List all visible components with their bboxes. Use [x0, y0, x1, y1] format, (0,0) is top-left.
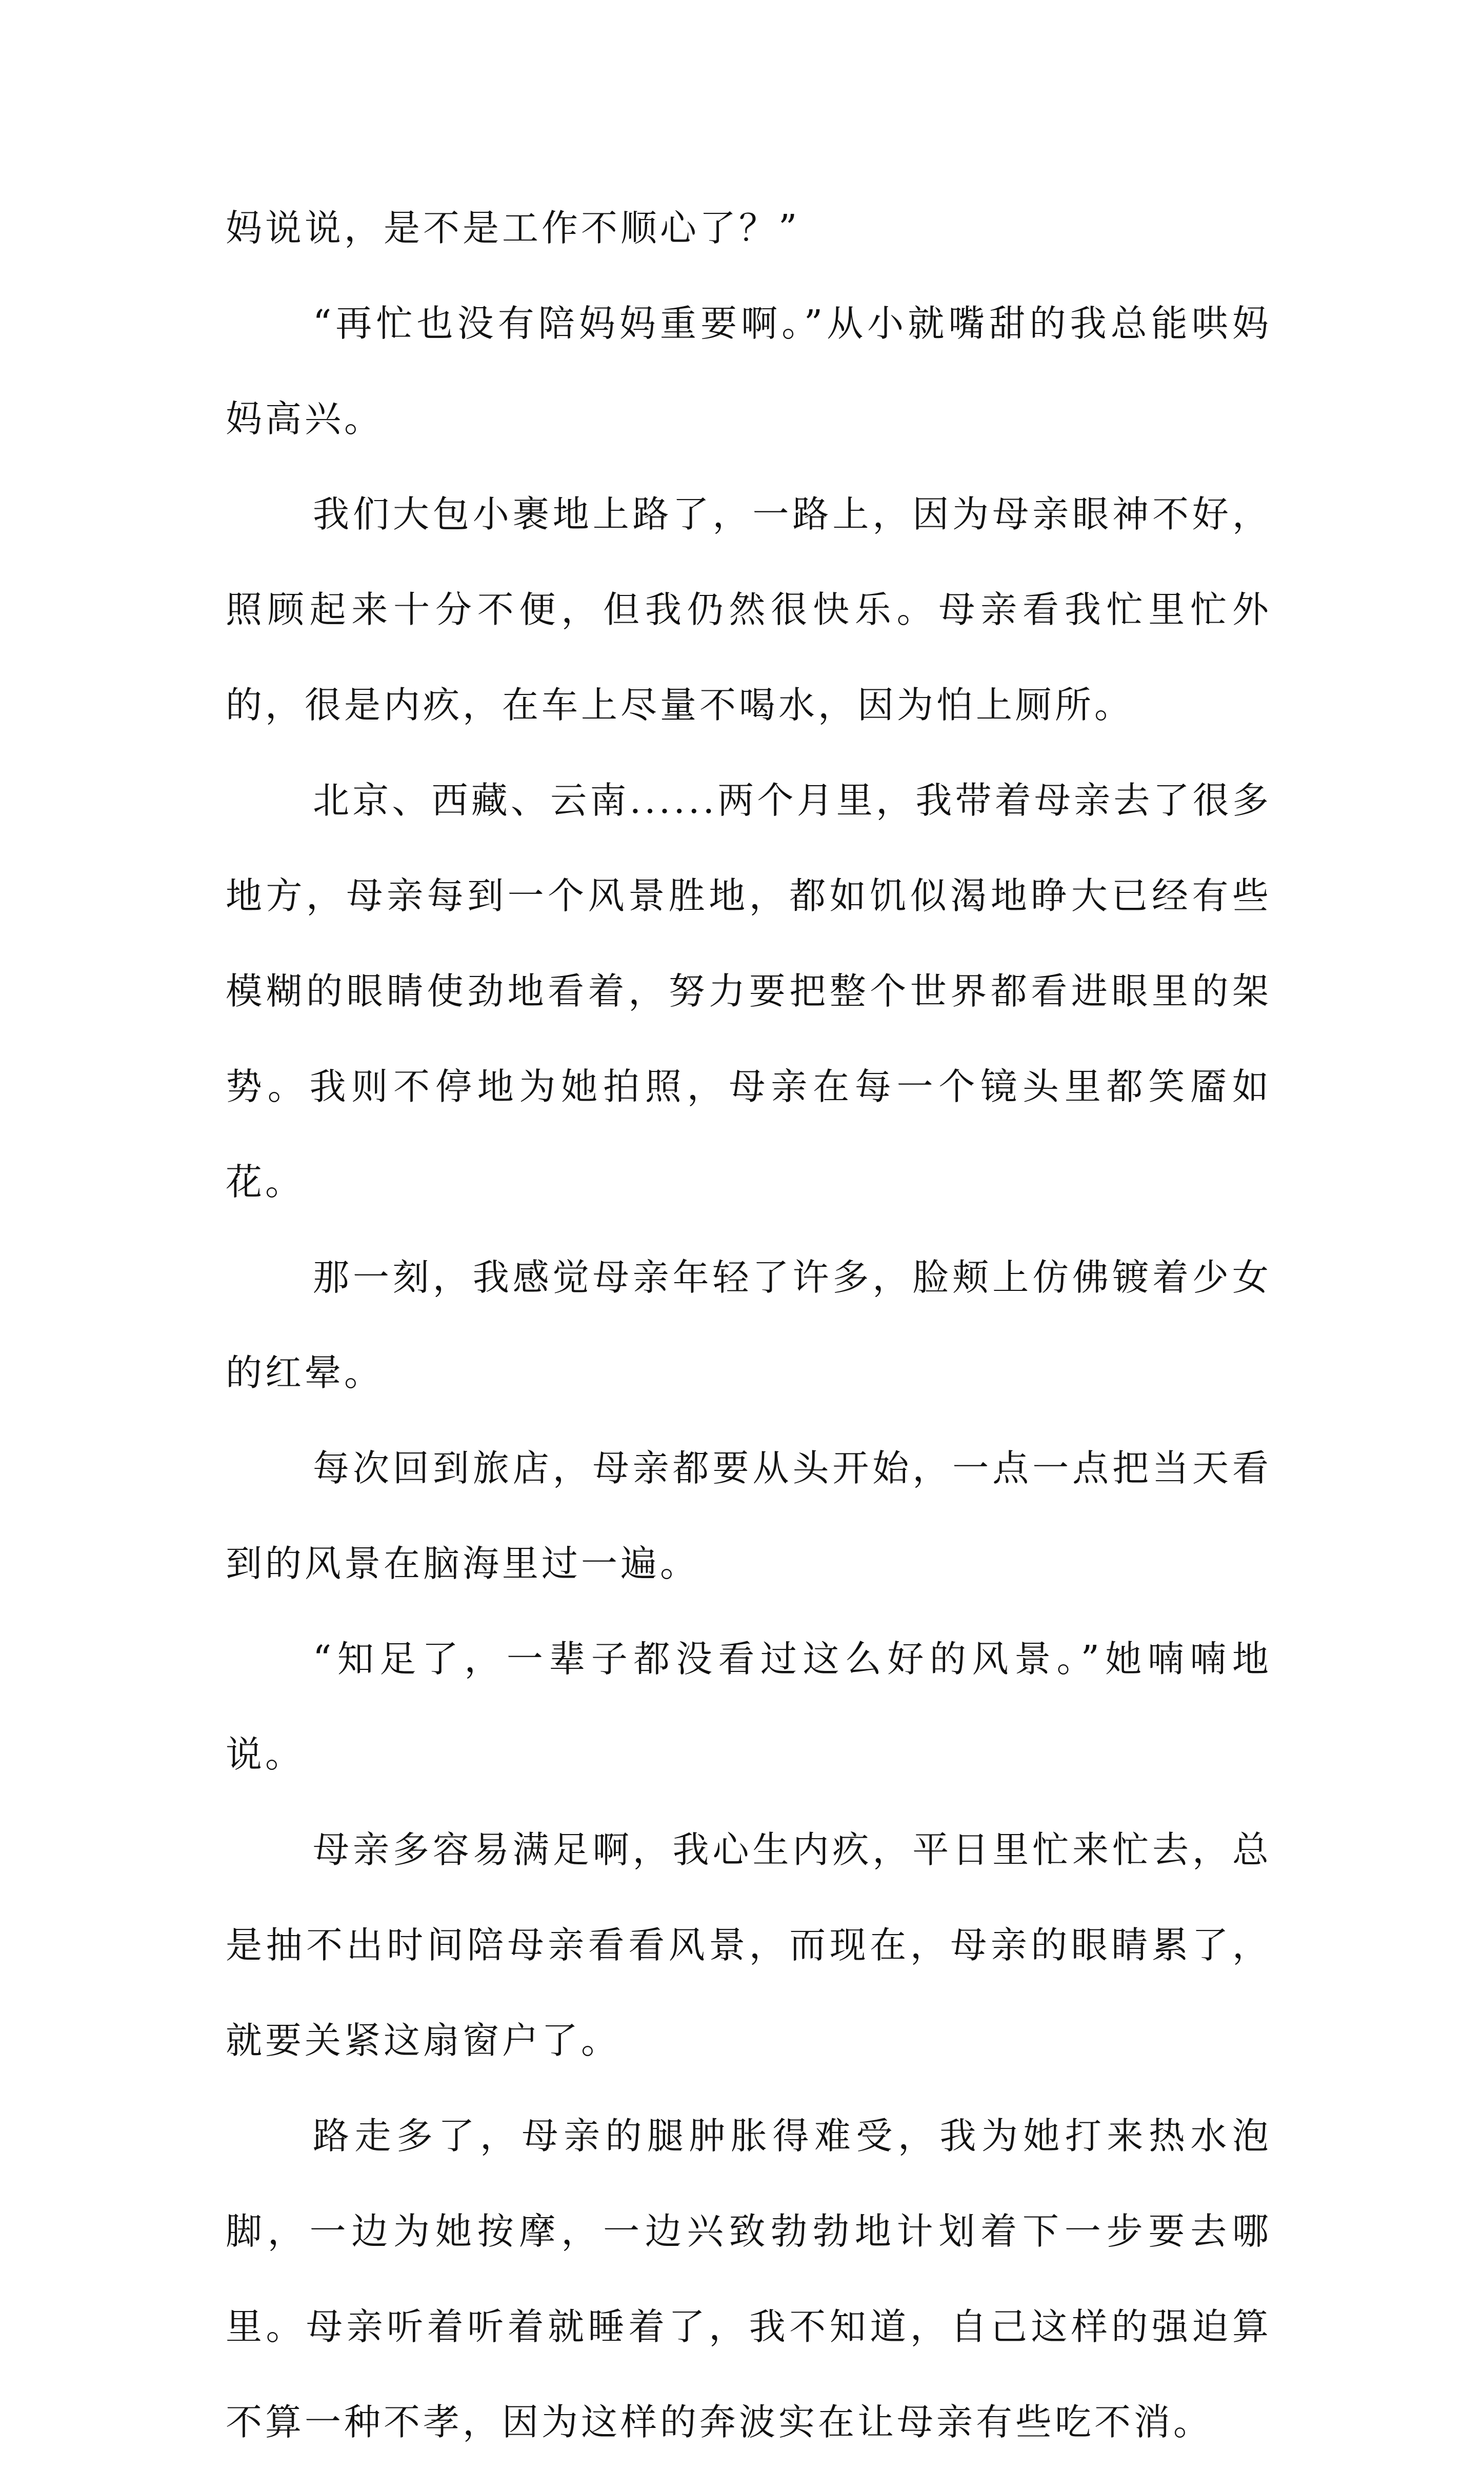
paragraph-8: 母亲多容易满足啊，我心生内疚，平日里忙来忙去，总是抽不出时间陪母亲看看风景，而现在，母亲的眼睛累了，就要关紧这扇窗户了。 [226, 1828, 1272, 2062]
paragraph-4: 北京、西藏、云南......两个月里，我带着母亲去了很多地方，母亲每到一个风景胜地，都如饥似渴地睁大已经有些模糊的眼睛使劲地看着，努力要把整个世界都看进眼里的架势。我则不停地为她拍照，母亲在每一个镜头里都笑靥如花。 [226, 779, 1272, 1203]
paragraph-6: 每次回到旅店，母亲都要从头开始，一点一点把当天看到的风景在脑海里过一遍。 [226, 1447, 1272, 1585]
paragraph-7: “知足了，一辈子都没看过这么好的风景。”她喃喃地说。 [226, 1638, 1272, 1776]
paragraph-1: 妈说说，是不是工作不顺心了？” [226, 207, 800, 249]
paragraph-9: 路走多了，母亲的腿肿胀得难受，我为她打来热水泡脚，一边为她按摩，一边兴致勃勃地计划着下一步要去哪里。母亲听着听着就睡着了，我不知道，自己这样的强迫算不算一种不孝，因为这样的奔波实在让母亲有些吃不消。 [226, 2115, 1272, 2443]
document-body [226, 181, 1272, 2470]
paragraph-5: 那一刻，我感觉母亲年轻了许多，脸颊上仿佛镀着少女的红晕。 [226, 1256, 1272, 1394]
paragraph-3: 我们大包小裹地上路了，一路上，因为母亲眼神不好，照顾起来十分不便，但我仍然很快乐。母亲看我忙里忙外的，很是内疚，在车上尽量不喝水，因为怕上厕所。 [226, 493, 1272, 726]
paragraph-2: “再忙也没有陪妈妈重要啊。”从小就嘴甜的我总能哄妈妈高兴。 [226, 302, 1272, 440]
